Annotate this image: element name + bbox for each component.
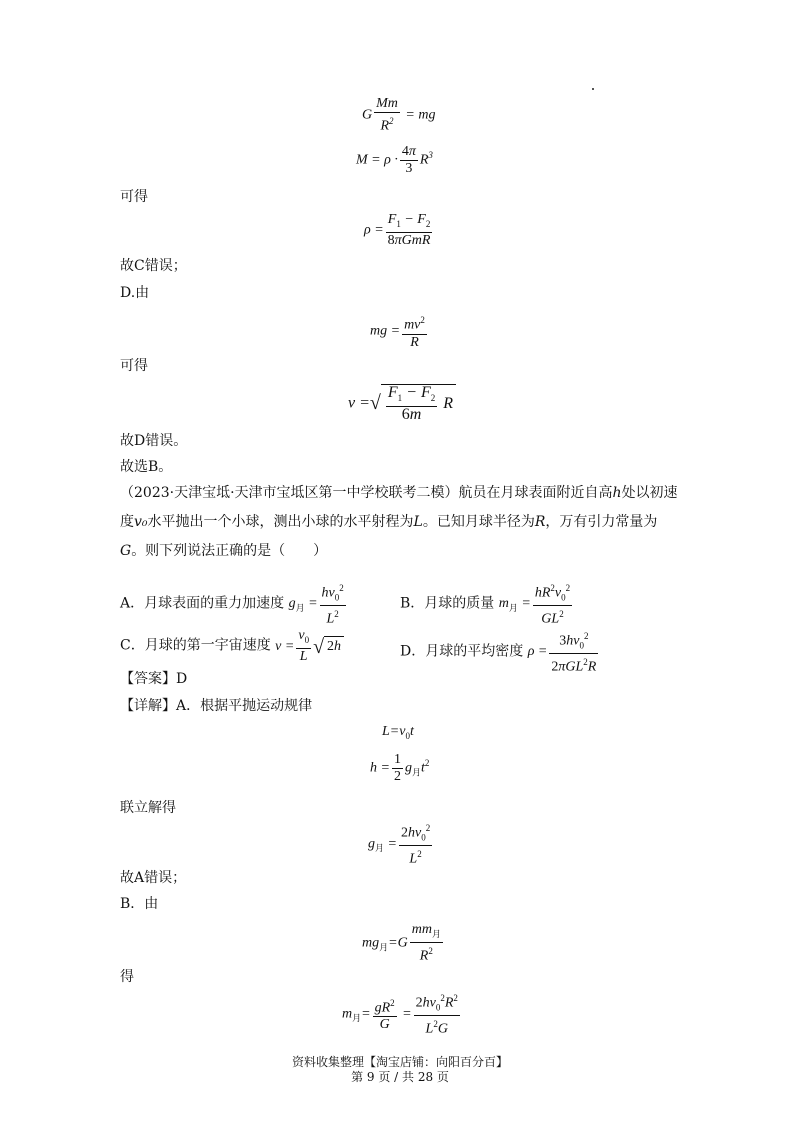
equation-mass-result: $m_月=$ $\frac{gR^2}{G}$ = $\frac{2hv_0^2R^2}{L^2G}$ <box>342 990 462 1038</box>
option-a: A．月球表面的重力加速度 $g_月$ = $\frac{hv_0^2}{L^2}$ <box>120 580 348 628</box>
option-b: B．月球的质量 $m_月$ = $\frac{hR^2v_0^2}{GL^2}$ <box>400 580 574 628</box>
equation-mass-density: M = ρ · $\frac{4\pi}{3}$ $R^3$ <box>356 144 433 176</box>
equation-g-result: $g_月$ = $\frac{2hv_0^2}{L^2}$ <box>368 820 434 868</box>
equation-gravity: G $\frac{Mm}{R^2}$ = mg <box>362 96 436 134</box>
equation-b-gravity: $mg_月=G$ $\frac{mm_月}{R^2}$ <box>362 922 441 964</box>
option-d: D．月球的平均密度 ρ = $\frac{3hv_0^2}{2\pi GL^2R}$ <box>400 628 600 676</box>
option-c: C．月球的第一宇宙速度 v = $\frac{v_0}{L}$ √ 2h <box>120 628 344 665</box>
text-lianli: 联立解得 <box>120 800 176 816</box>
text-gu-c: 故C错误； <box>120 258 187 274</box>
equation-vertical: h = $\frac{1}{2}$ $g_月t^2$ <box>370 752 430 784</box>
question-line-2: 度v₀水平抛出一个小球，测出小球的水平射程为L。已知月球半径为R，万有引力常量为 <box>120 514 658 530</box>
text-kede-2: 可得 <box>120 358 148 374</box>
stray-dot <box>592 88 594 90</box>
text-gu-d: 故D错误。 <box>120 433 188 449</box>
detail-line: 【详解】A．根据平抛运动规律 <box>120 698 313 714</box>
equation-velocity-d: v =√ $\frac{F_1 - F_2}{6m}$ R <box>348 384 456 423</box>
question-line-3: G。则下列说法正确的是（ ） <box>120 543 328 559</box>
text-de: 得 <box>120 969 134 985</box>
text-gu-a: 故A错误； <box>120 870 187 886</box>
text-guxuan: 故选B。 <box>120 459 173 475</box>
equation-density-result: ρ = $\frac{F_1 - F_2}{\text{8πGmR}}$ <box>364 212 431 248</box>
equation-horizontal: $L=v_0t$ <box>382 724 414 741</box>
footer-page-number: 第 9 页 / 共 28 页 <box>351 1070 449 1084</box>
text-kede-1: 可得 <box>120 189 148 205</box>
footer-source: 资料收集整理【淘宝店铺：向阳百分百】 <box>291 1055 508 1069</box>
equation-centripetal: mg = $\frac{mv^2}{R}$ <box>370 312 429 351</box>
text-d-you: D.由 <box>120 285 150 301</box>
question-line-1: （2023·天津宝坻·天津市宝坻区第一中学校联考二模）航员在月球表面附近自高h处以初速 <box>120 485 678 501</box>
text-b-you: B．由 <box>120 896 159 912</box>
answer-line: 【答案】D <box>120 671 188 687</box>
